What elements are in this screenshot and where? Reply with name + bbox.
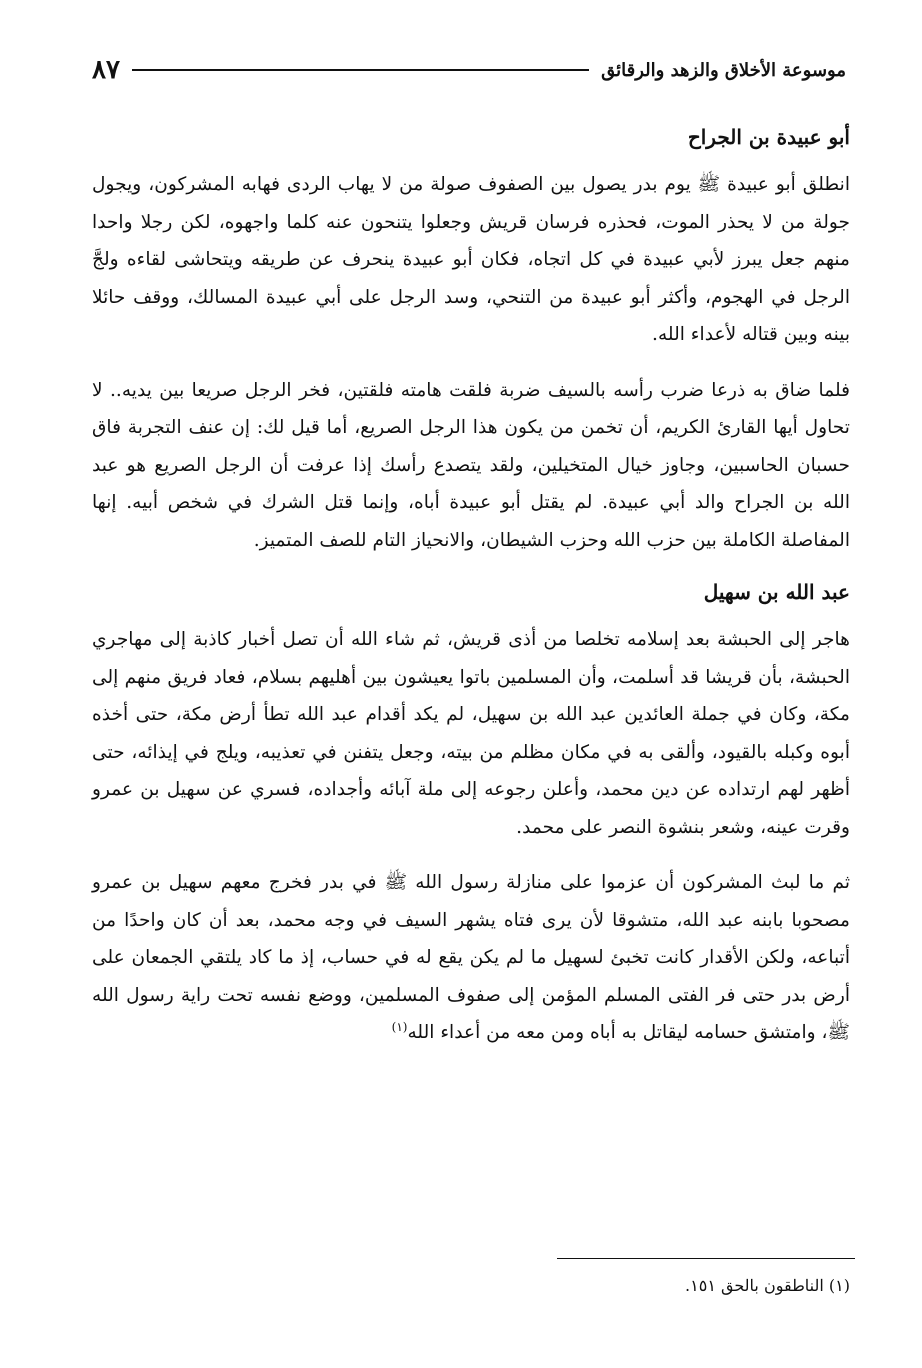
running-header [92,52,846,88]
paragraph-text: ثم ما لبث المشركون أن عزموا على منازلة رسول الله ﷺ في بدر فخرج معهم سهيل بن عمرو مصحوبا بابنه عبد الله، متشوقا لأن يرى فتاه يشهر السيف في وجه محمد، بعد أن كان واحدًا من أتباعه، ولكن الأقدار كانت تخبئ لسهيل ما لم يكن يقع له في حساب، إذ ما كاد يلتقي الجمعان على أرض بدر حتى فر الفتى المسلم المؤمن إلى صفوف المسلمين، ووضع نفسه تحت راية رسول الله ﷺ، وامتشق حسامه ليقاتل به أباه ومن معه من أعداء الله [92,872,850,1043]
page-body [92,112,850,1070]
paragraph: فلما ضاق به ذرعا ضرب رأسه بالسيف ضربة فلقت هامته فلقتين، فخر الرجل صريعا بين يديه.. لا تحاول أيها القارئ الكريم، أن تخمن من يكون هذا الرجل الصريع، أما قيل لك: إن عنف التجربة فاق حسبان الحاسبين، وجاوز خيال المتخيلين، ولقد يتصدع رأسك إذا عرفت أن الرجل الصريع هو عبد الله بن الجراح والد أبي عبيدة. لم يقتل أبو عبيدة أباه، وإنما قتل الشرك في شخص أبيه. إنها المفاصلة الكاملة بين حزب الله وحزب الشيطان، والانحياز التام للصف المتميز. [92,379,850,551]
section-heading-abdullah-bin-suhail: عبد الله بن سهيل [703,580,850,604]
footnote: (١) الناطقون بالحق ١٥١. [685,1276,850,1295]
footnote-reference: (١) [391,1019,408,1034]
footnote-separator [557,1258,855,1259]
page-number: ٨٧ [92,55,120,85]
paragraph: هاجر إلى الحبشة بعد إسلامه تخلصا من أذى قريش، ثم شاء الله أن تصل أخبار كاذبة إلى مهاجري الحبشة، بأن قريشا قد أسلمت، وأن المسلمين باتوا يعيشون بين أهليهم بسلام، فعاد فريق منهم إلى مكة، وكان في جملة العائدين عبد الله بن سهيل، لم يكد أقدام عبد الله تطأ أرض مكة، حتى أخذه أبوه وكبله بالقيود، وألقى به في مكان مظلم من بيته، وجعل يتفنن في تعذيبه، ويلج في إيذائه، حتى أظهر لهم ارتداده عن دين محمد، وأعلن رجوعه إلى ملة آبائه وأجداده، فسري عن سهيل بن عمرو وقرت عينه، وشعر بنشوة النصر على محمد. [92,629,850,838]
book-title: موسوعة الأخلاق والزهد والرقائق [601,59,846,81]
header-rule [132,69,589,71]
paragraph-with-footnote [92,864,850,1052]
paragraph: انطلق أبو عبيدة ﷺ يوم بدر يصول بين الصفوف صولة من لا يهاب الردى فهابه المشركون، ويجول جولة من لا يحذر الموت، فحذره فرسان قريش وجعلوا يتنحون عنه كلما واجهوه، لكن رجلا واحدا منهم جعل يبرز لأبي عبيدة في كل اتجاه، فكان أبو عبيدة ينحرف عن طريقه ويتحاشى لقاءه ولجَّ الرجل في الهجوم، وأكثر أبو عبيدة من التنحي، وسد الرجل على أبي عبيدة المسالك، ووقف حائلا بينه وبين قتاله لأعداء الله. [92,174,850,345]
section-heading-abu-ubaidah: أبو عبيدة بن الجراح [687,125,850,149]
